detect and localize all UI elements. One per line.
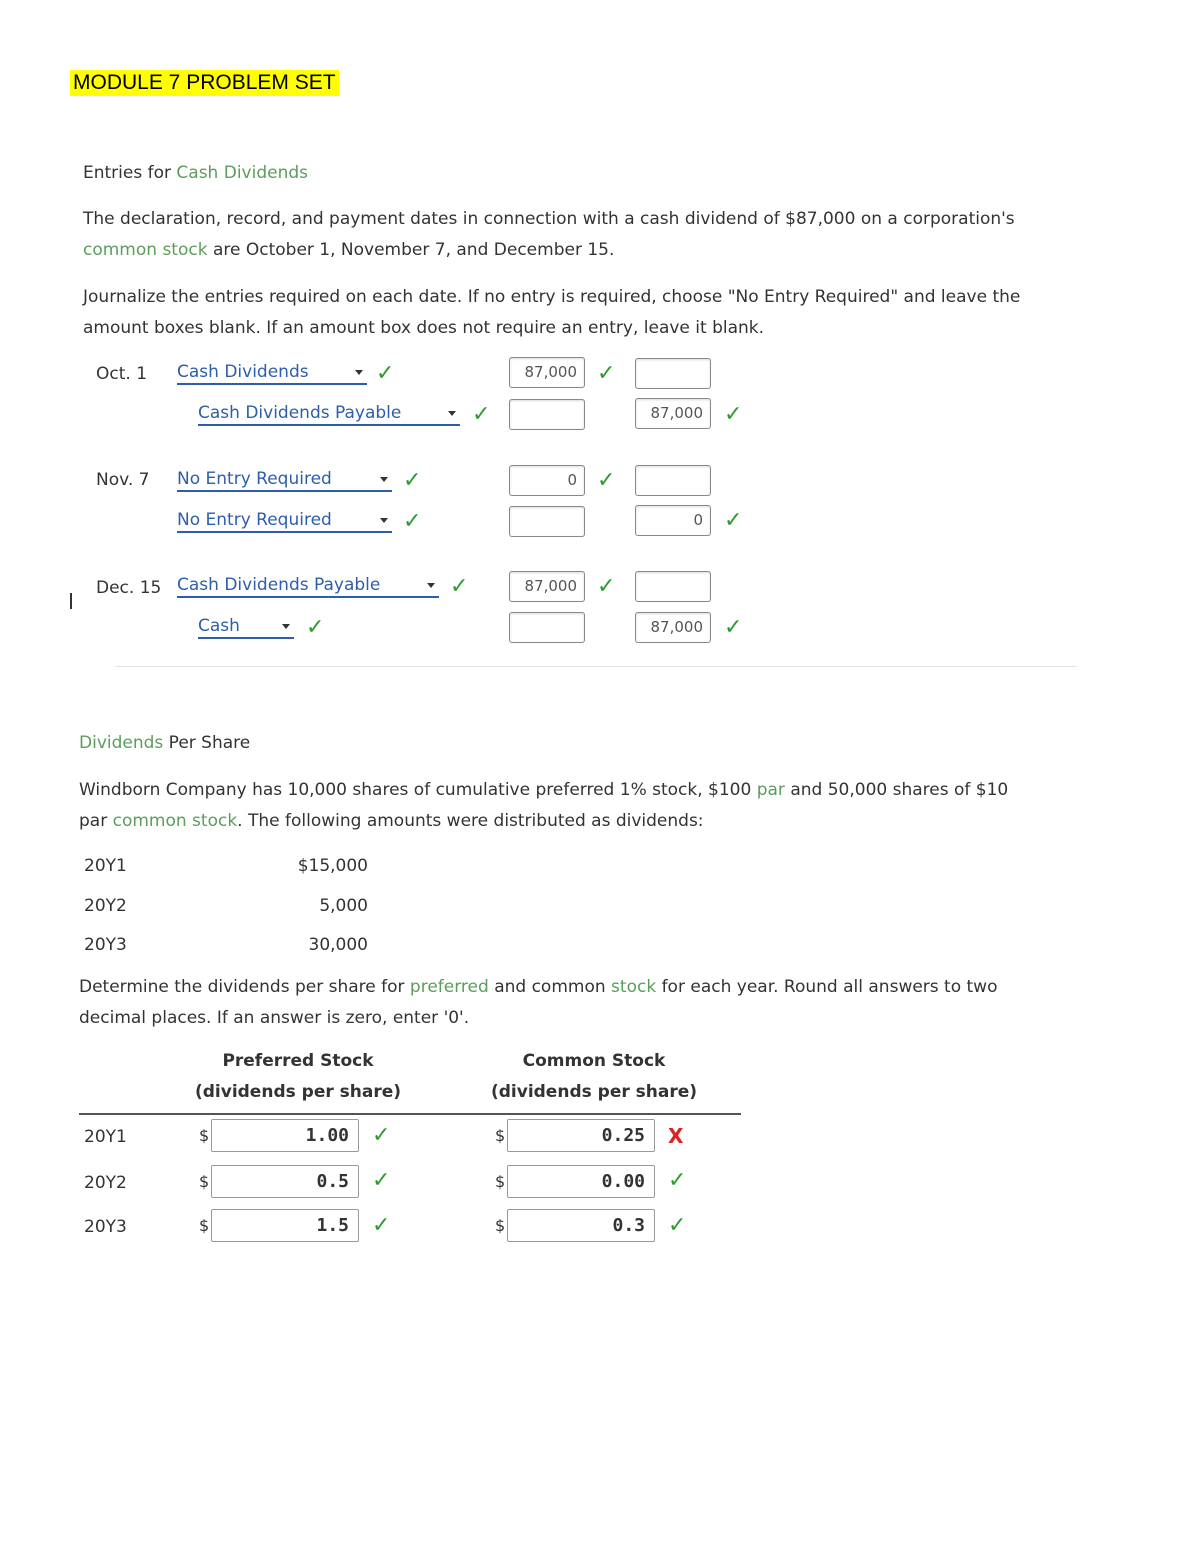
account-select[interactable] — [177, 468, 392, 492]
section1-para2-line2: amount boxes blank. If an amount box does not require an entry, leave it blank. — [83, 318, 765, 338]
check-icon: ✓ — [597, 468, 616, 493]
table-header-rule — [79, 1113, 741, 1115]
section2-para1-line2 — [79, 806, 1089, 837]
section1-para1-rest: are October 1, November 7, and December 15. — [207, 240, 615, 260]
debit-input[interactable] — [509, 506, 585, 537]
section1-paragraph-1 — [83, 204, 1083, 266]
section2-paragraph-1 — [79, 775, 1089, 837]
check-icon: ✓ — [597, 361, 616, 386]
credit-input[interactable] — [635, 571, 711, 602]
debit-input[interactable]: 87,000 — [509, 357, 585, 388]
common-header-line1: Common Stock — [522, 1051, 666, 1071]
section2-para2-line2: decimal places. If an answer is zero, enter '0'. — [79, 1008, 470, 1028]
preferred-column-header — [176, 1046, 420, 1108]
entry-date: Dec. 15 — [96, 578, 162, 598]
distribution-year: 20Y2 — [84, 896, 127, 916]
account-select[interactable] — [177, 361, 367, 385]
credit-input[interactable] — [635, 358, 711, 389]
section1-heading-prefix: Entries for — [83, 163, 177, 183]
check-icon: ✓ — [372, 1123, 391, 1148]
section1-para2-line1: Journalize the entries required on each date. If no entry is required, choose "No Entry Required" and leave the — [83, 287, 1021, 307]
debit-input[interactable] — [509, 612, 585, 643]
preferred-dps-input[interactable]: 1.00 — [211, 1119, 359, 1152]
section1-para1-line1: The declaration, record, and payment dates in connection with a cash dividend of $87,000 on a corporation's — [83, 209, 1015, 229]
common-stock-link[interactable]: common stock — [83, 240, 208, 260]
account-select[interactable] — [198, 402, 460, 426]
check-icon: ✓ — [668, 1168, 687, 1193]
distribution-amount: 5,000 — [319, 896, 368, 916]
currency-symbol: $ — [495, 1172, 506, 1191]
section2-para1-text-a: Windborn Company has 10,000 shares of cumulative preferred 1% stock, $100 — [79, 780, 757, 800]
chevron-down-icon — [427, 583, 435, 588]
credit-input[interactable]: 87,000 — [635, 612, 711, 643]
entry-date: Nov. 7 — [96, 470, 150, 490]
chevron-down-icon — [380, 477, 388, 482]
debit-input[interactable] — [509, 399, 585, 430]
common-stock-link[interactable]: common stock — [112, 811, 238, 831]
distribution-year: 20Y1 — [84, 856, 127, 876]
entry-date: Oct. 1 — [96, 364, 148, 384]
section2-para2-text-c: for each year. Round all answers to two — [656, 977, 998, 997]
account-select-value: No Entry Required — [177, 510, 332, 530]
dividends-link[interactable]: Dividends — [79, 733, 164, 753]
common-dps-input[interactable]: 0.3 — [507, 1209, 655, 1242]
section1-para1-line2 — [83, 235, 1083, 266]
chevron-down-icon — [282, 624, 290, 629]
check-icon: ✓ — [403, 468, 422, 493]
section2-para1-line1 — [79, 775, 1089, 806]
currency-symbol: $ — [495, 1126, 506, 1145]
preferred-header-line1: Preferred Stock — [222, 1051, 374, 1071]
common-column-header — [474, 1046, 714, 1108]
chevron-down-icon — [355, 370, 363, 375]
debit-input[interactable]: 87,000 — [509, 571, 585, 602]
answer-year: 20Y1 — [84, 1127, 127, 1147]
check-icon: ✓ — [372, 1213, 391, 1238]
chevron-down-icon — [380, 518, 388, 523]
currency-symbol: $ — [199, 1126, 210, 1145]
credit-input[interactable]: 0 — [635, 505, 711, 536]
account-select-value: Cash — [198, 616, 240, 636]
check-icon: ✓ — [724, 615, 743, 640]
section2-heading-suffix: Per Share — [163, 733, 251, 753]
section1-heading — [83, 161, 308, 185]
check-icon: ✓ — [724, 402, 743, 427]
section2-para2-text-a: Determine the dividends per share for — [79, 977, 410, 997]
distribution-amount: 30,000 — [308, 935, 368, 955]
page-title: MODULE 7 PROBLEM SET — [70, 70, 339, 96]
check-icon: ✓ — [450, 574, 469, 599]
distribution-year: 20Y3 — [84, 935, 127, 955]
account-select[interactable] — [177, 574, 439, 598]
cash-dividends-link[interactable]: Cash Dividends — [176, 163, 308, 183]
section-divider — [115, 666, 1077, 667]
currency-symbol: $ — [495, 1216, 506, 1235]
section1-paragraph-2 — [83, 282, 1093, 344]
preferred-dps-input[interactable]: 1.5 — [211, 1209, 359, 1242]
account-select-value: Cash Dividends Payable — [198, 403, 402, 423]
account-select-value: No Entry Required — [177, 469, 332, 489]
margin-marker — [70, 593, 72, 609]
preferred-header-line2: (dividends per share) — [194, 1082, 402, 1102]
section2-heading — [79, 731, 250, 755]
x-mark-icon: X — [668, 1124, 684, 1148]
check-icon: ✓ — [724, 508, 743, 533]
check-icon: ✓ — [472, 402, 491, 427]
preferred-dps-input[interactable]: 0.5 — [211, 1165, 359, 1198]
section2-para1-text-c: par — [79, 811, 113, 831]
check-icon: ✓ — [597, 574, 616, 599]
check-icon: ✓ — [306, 615, 325, 640]
preferred-link[interactable]: preferred — [409, 977, 489, 997]
account-select-value: Cash Dividends Payable — [177, 575, 381, 595]
account-select[interactable] — [177, 509, 392, 533]
section2-para1-text-d: . The following amounts were distributed as dividends: — [237, 811, 704, 831]
check-icon: ✓ — [403, 509, 422, 534]
debit-input[interactable]: 0 — [509, 465, 585, 496]
account-select-value: Cash Dividends — [177, 362, 309, 382]
answer-year: 20Y3 — [84, 1217, 127, 1237]
common-header-line2: (dividends per share) — [490, 1082, 698, 1102]
check-icon: ✓ — [376, 361, 395, 386]
section2-paragraph-2 — [79, 972, 1089, 1034]
stock-link[interactable]: stock — [611, 977, 657, 997]
currency-symbol: $ — [199, 1216, 210, 1235]
section2-para1-text-b: and 50,000 shares of $10 — [784, 780, 1009, 800]
currency-symbol: $ — [199, 1172, 210, 1191]
section2-para2-line1 — [79, 972, 1089, 1003]
account-select[interactable] — [198, 615, 294, 639]
check-icon: ✓ — [668, 1213, 687, 1238]
credit-input[interactable] — [635, 465, 711, 496]
par-link[interactable]: par — [756, 780, 785, 800]
distribution-amount: $15,000 — [297, 856, 368, 876]
section2-para2-text-b: and common — [488, 977, 612, 997]
answer-year: 20Y2 — [84, 1173, 127, 1193]
credit-input[interactable]: 87,000 — [635, 398, 711, 429]
chevron-down-icon — [448, 411, 456, 416]
check-icon: ✓ — [372, 1168, 391, 1193]
common-dps-input[interactable]: 0.00 — [507, 1165, 655, 1198]
common-dps-input[interactable]: 0.25 — [507, 1119, 655, 1152]
